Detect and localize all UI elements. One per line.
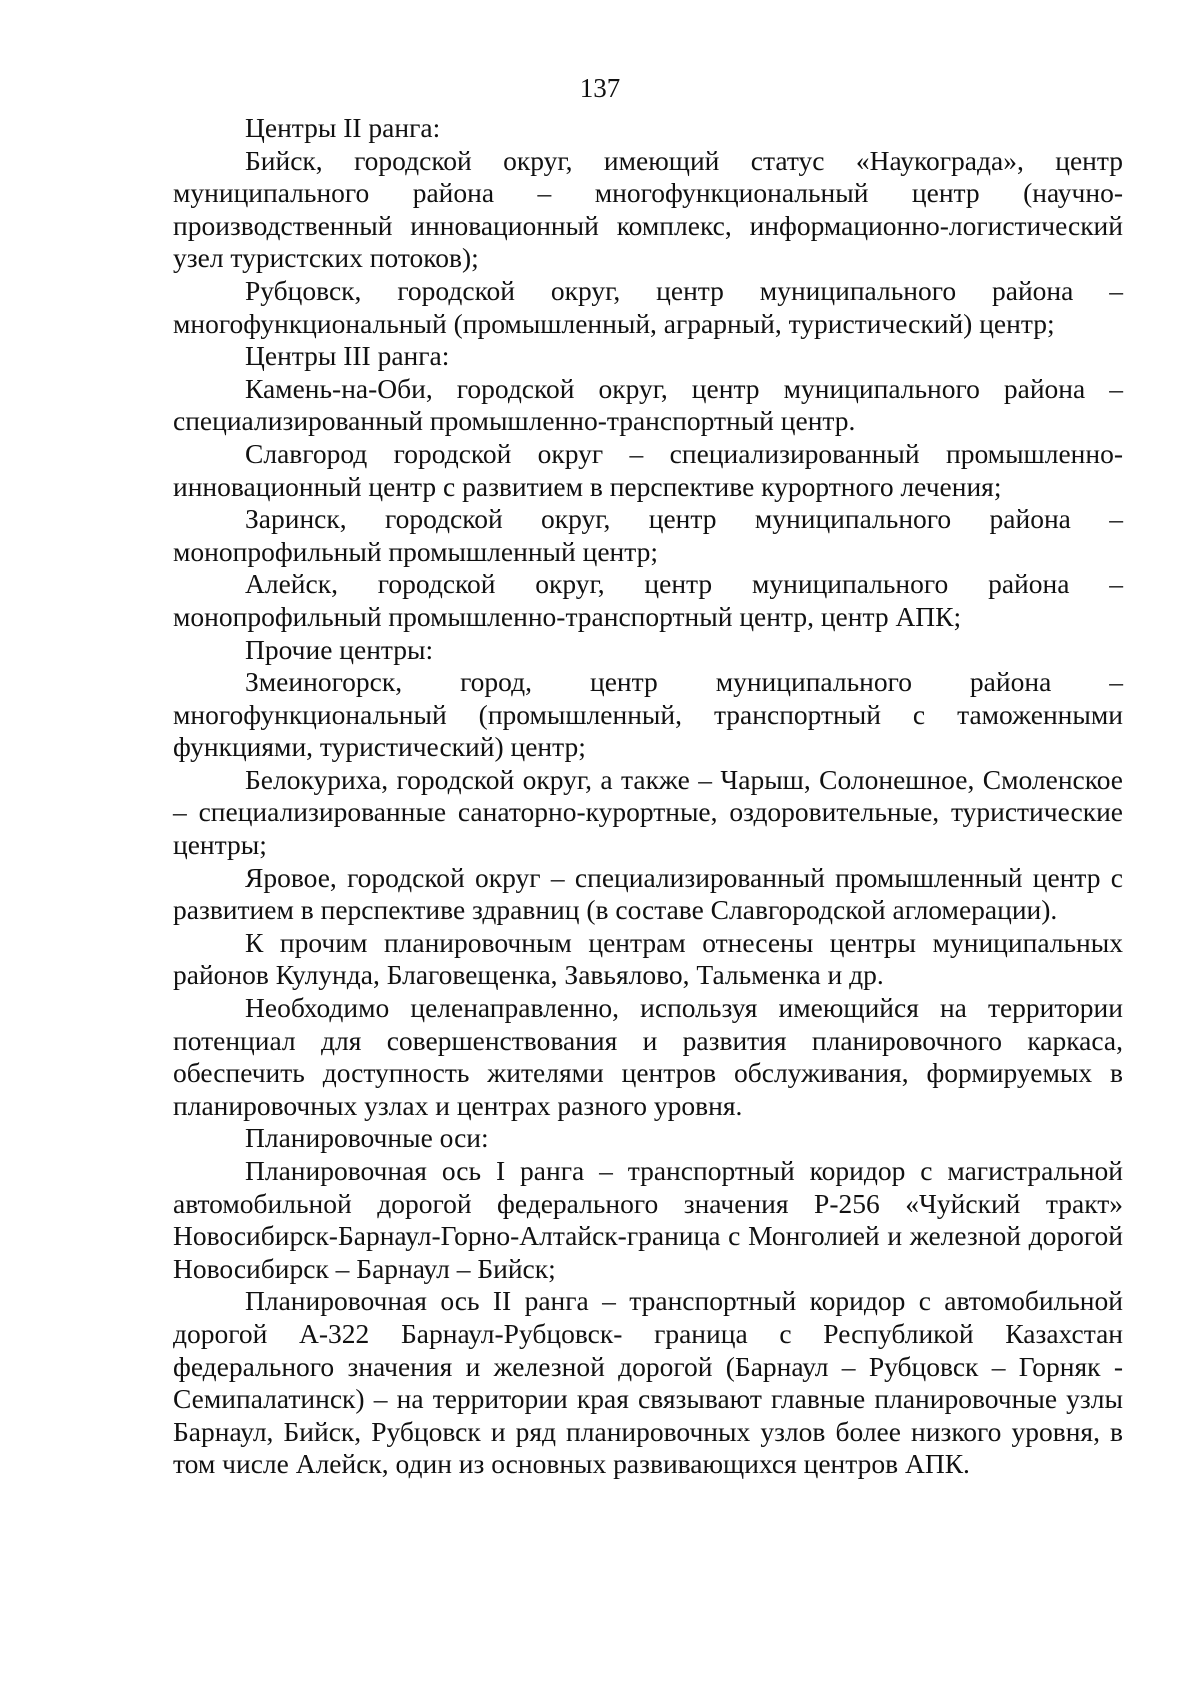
paragraph-biysk: Бийск, городской округ, имеющий статус «Наукограда», центр муниципального района – многофункциональный центр (научно-производственный инновационный комплекс, информационно-логистический узел туристских потоков); [173,144,1123,274]
paragraph-axis-rank-2: Планировочная ось II ранга – транспортный коридор с автомобильной дорогой А-322 Барнаул-Рубцовск- граница с Республикой Казахстан федерального значения и железной дорогой (Барнаул – Рубцовск – Горняк - Семипалатинск) – на территории края связывают главные планировочные узлы Барнаул, Бийск, Рубцовск и ряд планировочных узлов более низкого уровня, в том числе Алейск, один из основных развивающихся центров АПК. [173,1285,1123,1480]
heading-planning-axes: Планировочные оси: [245,1122,489,1154]
document-body [173,112,1123,1481]
paragraph-axis-rank-1: Планировочная ось I ранга – транспортный коридор с магистральной автомобильной дорогой федерального значения Р-256 «Чуйский тракт» Новосибирск-Барнаул-Горно-Алтайск-граница с Монголией и железной дорогой Новосибирск – Барнаул – Бийск; [173,1155,1123,1284]
paragraph-yarovoe: Яровое, городской округ – специализированный промышленный центр с развитием в перспективе здравниц (в составе Славгородской агломерации). [173,861,1123,926]
heading-centers-rank-2: Центры II ранга: [245,112,441,143]
paragraph-rubtsovsk: Рубцовск, городской округ, центр муниципального района – многофункциональный (промышленный, аграрный, туристический) центр; [173,274,1123,339]
heading-other-centers: Прочие центры: [245,633,434,665]
paragraph-other-planning-centers: К прочим планировочным центрам отнесены центры муниципальных районов Кулунда, Благовещенка, Завьялово, Тальменка и др. [173,926,1123,991]
paragraph-zarinsk: Заринск, городской округ, центр муниципального района – монопрофильный промышленный центр; [173,503,1123,567]
paragraph-zmeinogorsk: Змеиногорск, город, центр муниципального района – многофункциональный (промышленный, транспортный с таможенными функциями, туристический) центр; [173,666,1123,763]
paragraph-belokurikha: Белокуриха, городской округ, а также – Чарыш, Солонешное, Смоленское – специализированные санаторно-курортные, оздоровительные, туристические центры; [173,763,1123,861]
heading-centers-rank-3: Центры III ранга: [245,340,450,372]
paragraph-slavgorod: Славгород городской округ – специализированный промышленно-инновационный центр с развитием в перспективе курортного лечения; [173,437,1123,502]
paragraph-accessibility: Необходимо целенаправленно, используя имеющийся на территории потенциал для совершенствования и развития планировочного каркаса, обеспечить доступность жителями центров обслуживания, формируемых в планировочных узлах и центрах разного уровня. [173,992,1123,1121]
paragraph-aleysk: Алейск, городской округ, центр муниципального района – монопрофильный промышленно-транспортный центр, центр АПК; [173,568,1123,632]
page-number: 137 [579,73,621,103]
paragraph-kamen-na-obi: Камень-на-Оби, городской округ, центр муниципального района – специализированный промышленно-транспортный центр. [173,372,1123,437]
